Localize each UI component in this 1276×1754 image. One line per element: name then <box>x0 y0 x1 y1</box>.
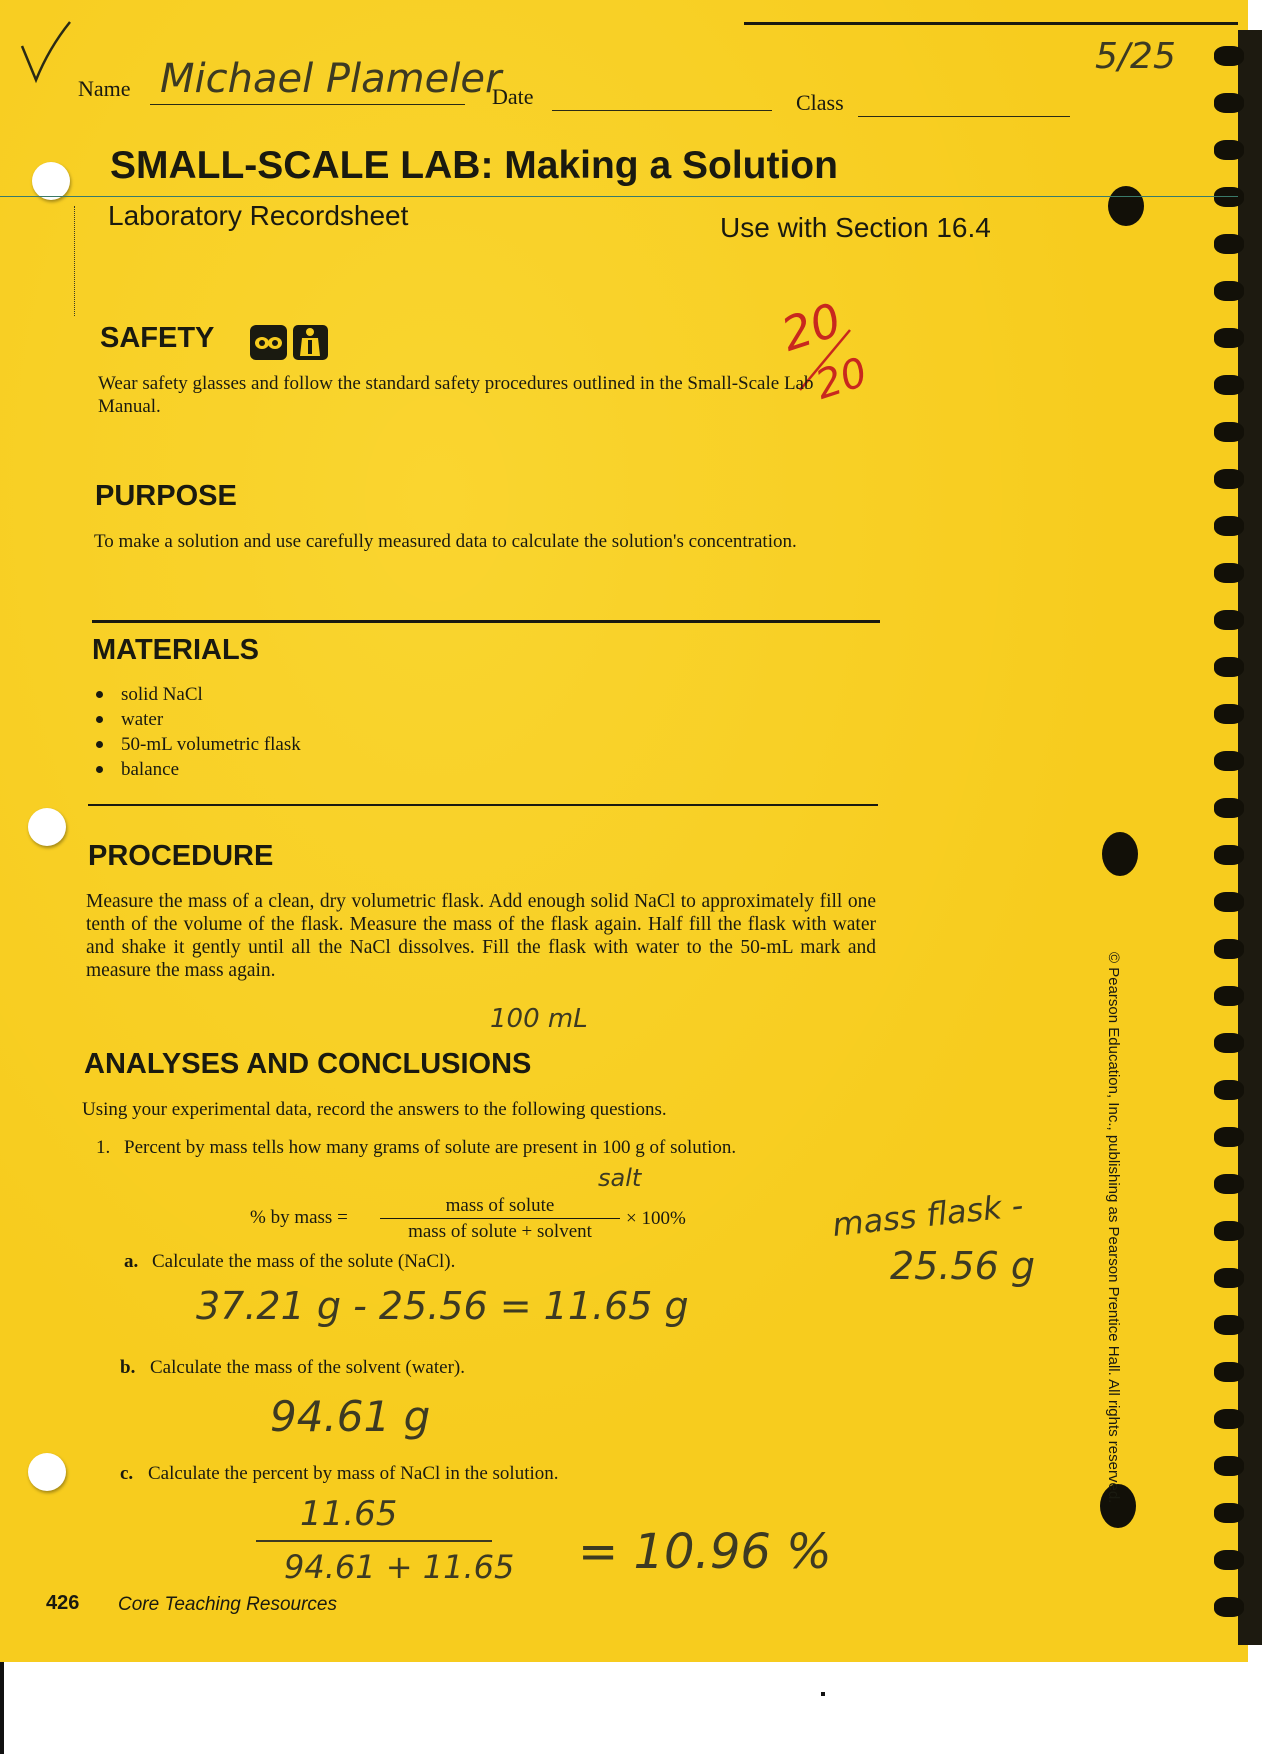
spiral-hole <box>1214 1597 1244 1617</box>
mass-flask-value: 25.56 g <box>890 1244 1035 1288</box>
spiral-hole <box>1214 798 1244 818</box>
formula-multiplier: × 100% <box>626 1208 686 1229</box>
formula-denominator: mass of solute + solvent <box>408 1221 592 1242</box>
bullet-icon <box>96 691 103 698</box>
binder-hole-middle <box>28 808 66 846</box>
materials-item: 50-mL volumetric flask <box>96 732 301 757</box>
spiral-hole <box>1214 1409 1244 1429</box>
purpose-text: To make a solution and use carefully measured data to calculate the solution's concentration. <box>94 531 797 552</box>
spiral-hole <box>1214 986 1244 1006</box>
date-field-line[interactable] <box>552 110 772 111</box>
spiral-hole <box>1214 1362 1244 1382</box>
spiral-hole <box>1214 845 1244 865</box>
bullet-icon <box>96 766 103 773</box>
spiral-hole <box>1214 563 1244 583</box>
spiral-hole <box>1214 46 1244 66</box>
spiral-hole <box>1214 1315 1244 1335</box>
spiral-hole <box>1214 187 1244 207</box>
scan-edge <box>0 1662 4 1754</box>
purpose-heading: PURPOSE <box>95 480 237 512</box>
part-c-numerator: 11.65 <box>300 1494 398 1534</box>
student-name-handwritten: Michael Plameler <box>160 56 502 102</box>
part-c-denominator: 94.61 + 11.65 <box>284 1548 515 1586</box>
spiral-hole <box>1214 1080 1244 1100</box>
safety-goggles-icon <box>249 324 289 362</box>
spiral-hole <box>1214 657 1244 677</box>
formula-lhs: % by mass = <box>250 1207 348 1228</box>
part-a-label: a. <box>124 1251 139 1272</box>
procedure-heading: PROCEDURE <box>88 840 274 872</box>
class-label: Class <box>796 90 844 115</box>
footer-source: Core Teaching Resources <box>118 1594 337 1615</box>
page-title: SMALL-SCALE LAB: Making a Solution <box>110 144 838 187</box>
spiral-hole <box>1214 610 1244 630</box>
spiral-hole <box>1214 93 1244 113</box>
spiral-hole <box>1214 1550 1244 1570</box>
procedure-handwritten-note: 100 mL <box>490 1004 588 1034</box>
spiral-hole <box>1214 469 1244 489</box>
mass-flask-note: mass flask - <box>830 1186 1025 1244</box>
binder-hole-bottom <box>28 1453 66 1491</box>
class-field-line[interactable] <box>858 116 1070 117</box>
spiral-hole <box>1214 1268 1244 1288</box>
spiral-hole <box>1214 939 1244 959</box>
materials-heading: MATERIALS <box>92 634 260 666</box>
spiral-binding <box>1238 30 1262 1645</box>
subtitle: Laboratory Recordsheet <box>108 200 409 231</box>
spiral-hole <box>1214 281 1244 301</box>
part-b-answer: 94.61 g <box>270 1392 431 1441</box>
name-field-line[interactable] <box>150 104 465 105</box>
spiral-hole <box>1214 234 1244 254</box>
spiral-hole <box>1214 1221 1244 1241</box>
part-c-label: c. <box>120 1463 134 1484</box>
lab-apron-icon <box>292 324 330 362</box>
spiral-punch-2 <box>1102 832 1138 876</box>
procedure-text: Measure the mass of a clean, dry volumetric flask. Add enough solid NaCl to approximately fill one tenth of the volume of the flask. Measure the mass of the flask again. Half fill the flask with water and shake it gently until all the NaCl dissolves. Fill the flask with water to the 50-mL mark and measure the mass again. <box>86 891 876 981</box>
materials-list <box>96 682 301 782</box>
spiral-hole <box>1214 751 1244 771</box>
bullet-icon <box>96 741 103 748</box>
spiral-hole <box>1214 375 1244 395</box>
salt-handwritten-note: salt <box>598 1164 642 1192</box>
spiral-hole <box>1214 422 1244 442</box>
spiral-hole <box>1214 1174 1244 1194</box>
materials-rule <box>88 804 878 806</box>
materials-item: solid NaCl <box>96 682 301 707</box>
top-rule <box>744 22 1238 25</box>
title-rule <box>0 196 1238 197</box>
name-label: Name <box>78 76 131 101</box>
materials-item: balance <box>96 757 301 782</box>
spiral-hole <box>1214 516 1244 536</box>
part-c-fraction-bar <box>256 1540 492 1542</box>
part-b-text: Calculate the mass of the solvent (water). <box>150 1357 465 1378</box>
scan-speck <box>821 1692 825 1696</box>
spiral-hole <box>1214 328 1244 348</box>
spiral-hole <box>1214 140 1244 160</box>
bullet-icon <box>96 716 103 723</box>
spiral-hole <box>1214 1127 1244 1147</box>
spiral-hole <box>1214 1033 1244 1053</box>
grade-numerator: 20 <box>775 292 848 362</box>
part-c-text: Calculate the percent by mass of NaCl in the solution. <box>148 1463 559 1484</box>
margin-dotted-line <box>74 206 76 316</box>
part-c-result: = 10.96 % <box>578 1524 832 1580</box>
part-a-answer: 37.21 g - 25.56 = 11.65 g <box>196 1284 689 1328</box>
page-number: 426 <box>46 1592 80 1614</box>
materials-item: water <box>96 707 301 732</box>
purpose-rule <box>92 620 880 623</box>
spiral-hole <box>1214 704 1244 724</box>
corner-note-handwritten: 5/25 <box>1095 36 1176 77</box>
safety-heading: SAFETY <box>100 322 215 354</box>
question-1-text: Percent by mass tells how many grams of solute are present in 100 g of solution. <box>124 1137 737 1158</box>
question-1-number: 1. <box>96 1137 111 1158</box>
check-mark-icon <box>14 18 74 90</box>
binder-hole-top <box>32 162 70 200</box>
copyright-notice: © Pearson Education, Inc., publishing as Pearson Prentice Hall. All rights reserved. <box>1105 952 1122 1504</box>
analyses-intro: Using your experimental data, record the answers to the following questions. <box>82 1099 667 1120</box>
analyses-heading: ANALYSES AND CONCLUSIONS <box>84 1048 532 1080</box>
date-label: Date <box>492 84 534 109</box>
section-reference: Use with Section 16.4 <box>720 212 991 243</box>
formula-numerator: mass of solute <box>445 1195 555 1216</box>
part-b-label: b. <box>120 1357 136 1378</box>
part-a-text: Calculate the mass of the solute (NaCl). <box>152 1251 456 1272</box>
spiral-hole <box>1214 892 1244 912</box>
safety-text: Wear safety glasses and follow the standard safety procedures outlined in the Small-Scale Lab Manual. <box>98 373 814 417</box>
formula-fraction-bar <box>380 1218 620 1219</box>
spiral-punch-1 <box>1108 186 1144 226</box>
grade-denominator: 20 <box>810 349 873 409</box>
spiral-hole <box>1214 1503 1244 1523</box>
spiral-hole <box>1214 1456 1244 1476</box>
